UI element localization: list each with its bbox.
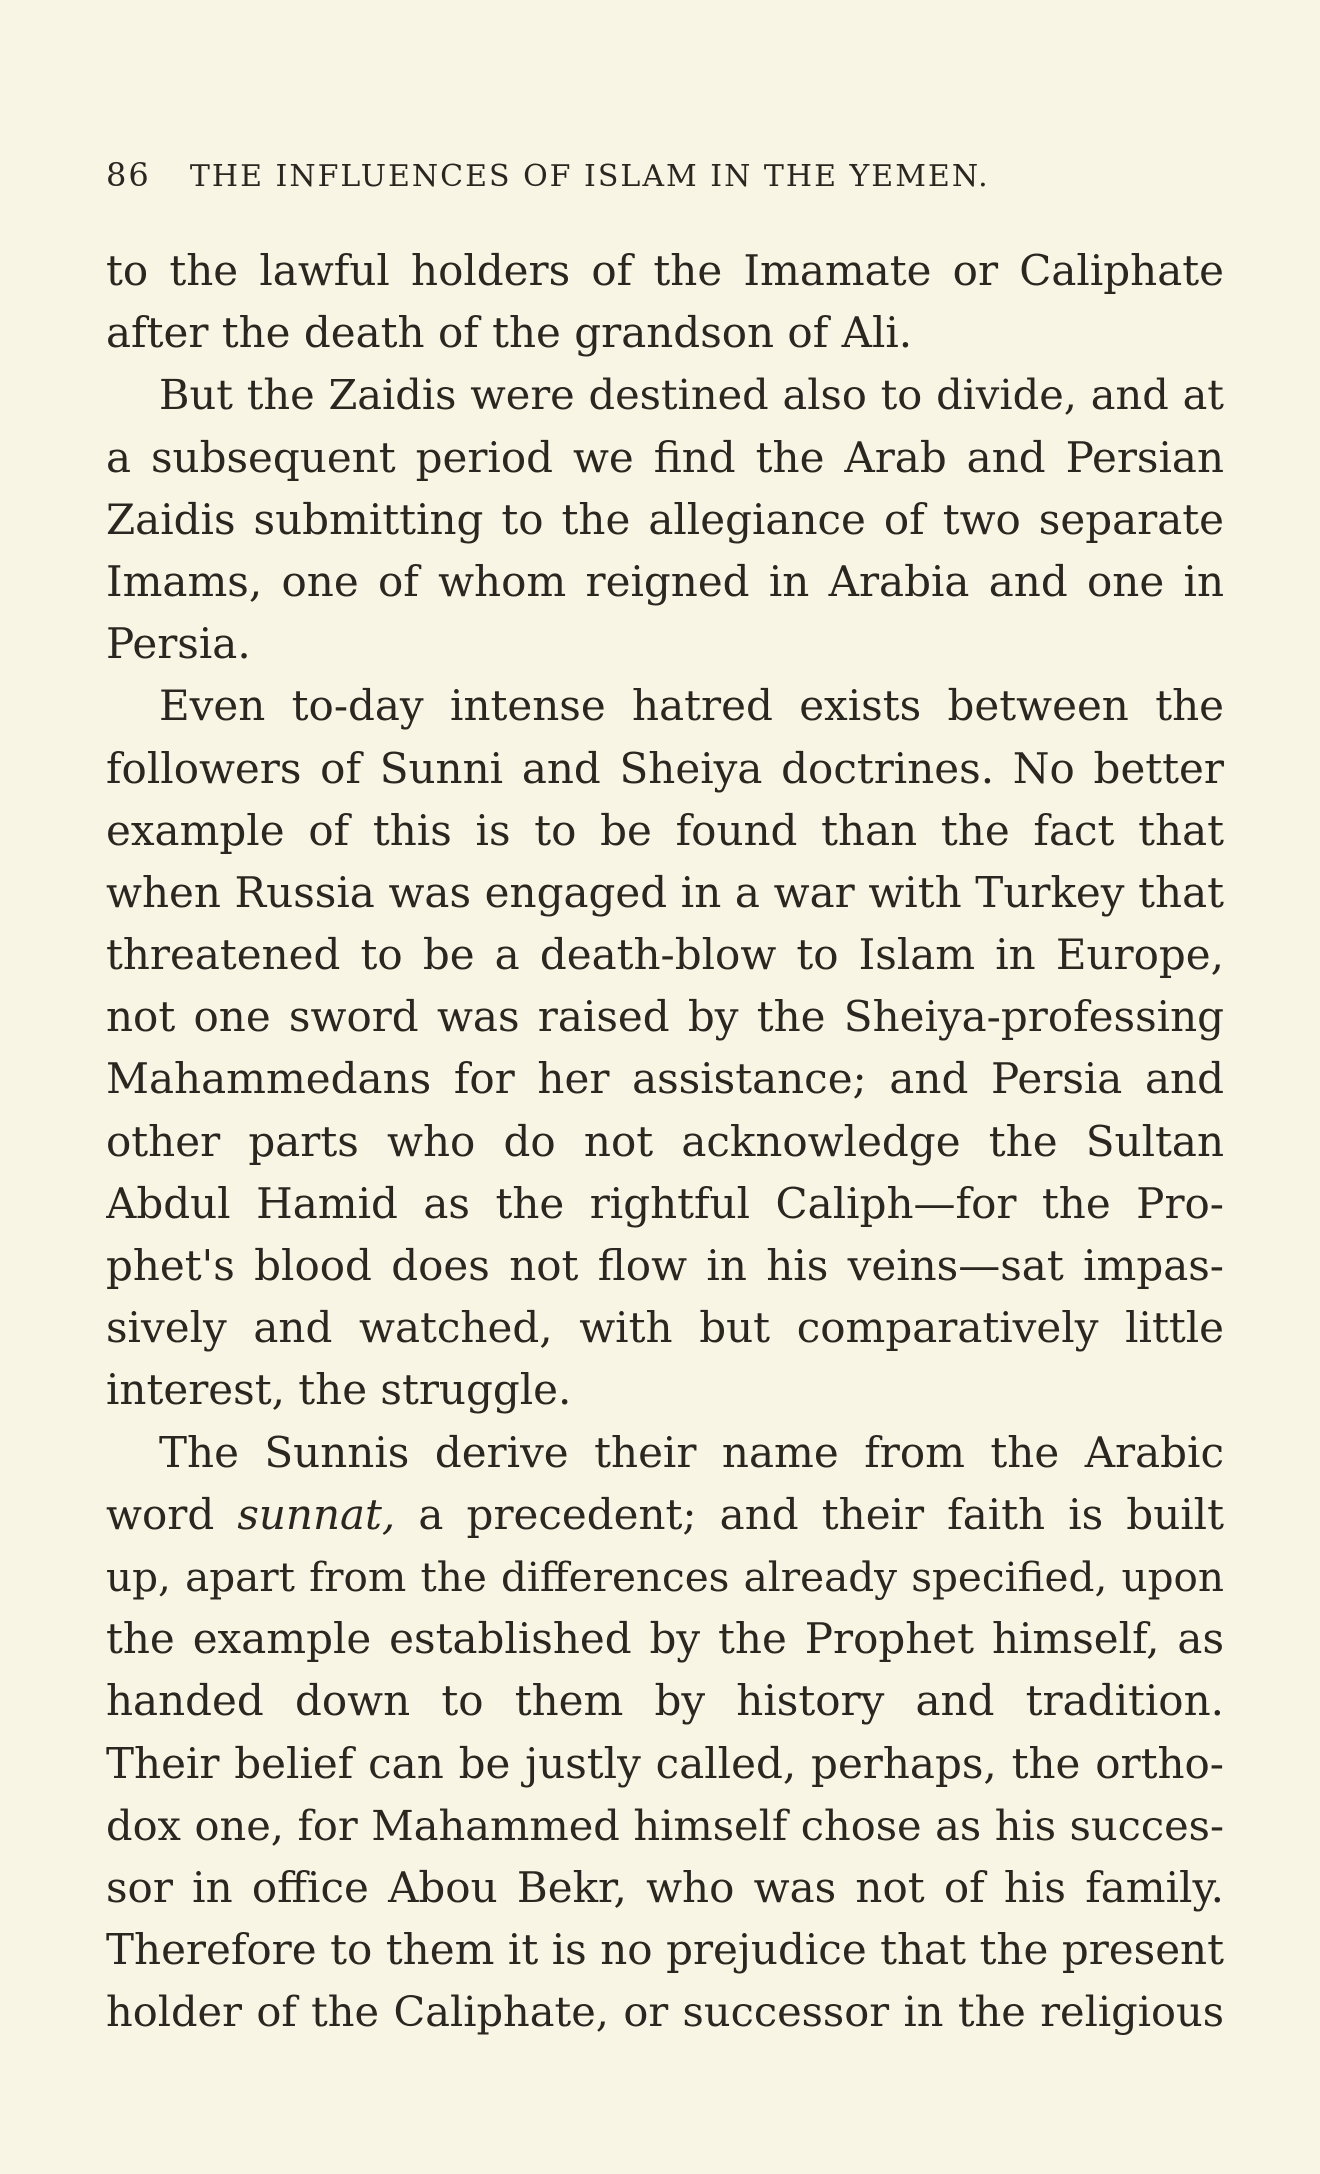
running-header bbox=[106, 150, 1224, 200]
text-line: a subsequent period we find the Arab and Persian bbox=[106, 432, 1224, 482]
text-line: after the death of the grandson of Ali. bbox=[106, 308, 913, 358]
text-line: dox one, for Mahammed himself chose as his succes- bbox=[106, 1800, 1224, 1850]
text-line: threatened to be a death-blow to Islam in Europe, bbox=[106, 930, 1224, 980]
text-line: sor in office Abou Bekr, who was not of his family. bbox=[106, 1862, 1224, 1912]
text-line: not one sword was raised by the Sheiya-professing bbox=[106, 992, 1224, 1042]
running-title: THE INFLUENCES OF ISLAM IN THE YEMEN. bbox=[189, 159, 990, 194]
text-line: Zaidis submitting to the allegiance of two separate bbox=[106, 494, 1224, 544]
text-line: the example established by the Prophet himself, as bbox=[106, 1614, 1224, 1664]
text-line: interest, the struggle. bbox=[106, 1365, 572, 1415]
text-segment: word bbox=[106, 1489, 238, 1539]
text-line: Their belief can be justly called, perhaps, the ortho- bbox=[106, 1738, 1224, 1788]
text-line bbox=[106, 1484, 1224, 1546]
page-number: 86 bbox=[106, 156, 151, 194]
text-line: Abdul Hamid as the rightful Caliph—for the Pro- bbox=[106, 1178, 1224, 1228]
text-line: sively and watched, with but comparatively little bbox=[106, 1303, 1224, 1353]
text-line: phet's blood does not flow in his veins—sat impas- bbox=[106, 1241, 1224, 1290]
text-line: other parts who do not acknowledge the Sultan bbox=[106, 1116, 1224, 1166]
text-line: example of this is to be found than the fact that bbox=[106, 805, 1224, 855]
text-segment: a precedent; and their faith is built bbox=[395, 1489, 1224, 1539]
text-line: Persia. bbox=[106, 619, 251, 669]
body-text bbox=[106, 240, 1224, 2043]
text-line: handed down to them by history and tradition. bbox=[106, 1676, 1224, 1726]
text-line: to the lawful holders of the Imamate or Caliphate bbox=[106, 246, 1224, 295]
text-line: Even to-day intense hatred exists between the bbox=[159, 681, 1224, 731]
text-line: followers of Sunni and Sheiya doctrines. No better bbox=[106, 743, 1224, 793]
italic-term: sunnat, bbox=[237, 1489, 396, 1539]
text-line: Therefore to them it is no prejudice that the present bbox=[106, 1925, 1224, 1975]
text-line: But the Zaidis were destined also to divide, and at bbox=[159, 370, 1224, 420]
text-line: up, apart from the differences already specified, upon bbox=[106, 1552, 1224, 1601]
text-line: Imams, one of whom reigned in Arabia and one in bbox=[106, 556, 1224, 606]
text-line: Mahammedans for her assistance; and Persia and bbox=[106, 1054, 1224, 1104]
text-line: The Sunnis derive their name from the Arabic bbox=[159, 1427, 1224, 1477]
text-line: holder of the Caliphate, or successor in the religious bbox=[106, 1987, 1224, 2037]
text-line: when Russia was engaged in a war with Turkey that bbox=[106, 867, 1224, 917]
